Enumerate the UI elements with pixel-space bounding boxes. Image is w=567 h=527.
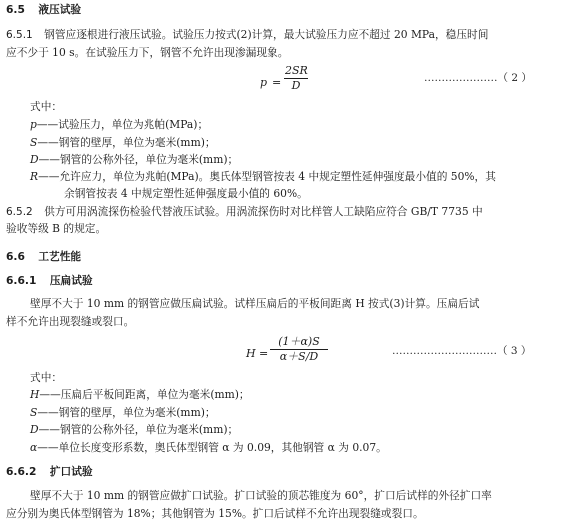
definition: ——单位长度变形系数，奥氏体型钢管 α 为 0.09，其他钢管 α 为 0.07。 bbox=[37, 441, 387, 454]
definition: ——钢管的壁厚，单位为毫米(mm)； bbox=[37, 136, 216, 149]
section-title: 工艺性能 bbox=[38, 250, 82, 263]
clause-6-5-1-line-2: 应不少于 10 s。在试验压力下，钢管不允许出现渗漏现象。 bbox=[6, 46, 289, 59]
section-heading-6-6-1 bbox=[6, 273, 93, 289]
where-item-r-continued: 余钢管按表 4 中规定塑性延伸强度最小值的 60%。 bbox=[64, 187, 308, 200]
section-title: 液压试验 bbox=[38, 3, 82, 16]
section-heading-6-5 bbox=[6, 2, 81, 18]
symbol: H bbox=[30, 388, 40, 401]
definition: ——压扁后平板间距离，单位为毫米(mm)； bbox=[39, 388, 250, 401]
equation-reference: …………………（ 2 ） bbox=[424, 72, 532, 84]
symbol: D bbox=[30, 423, 39, 436]
section-title: 扩口试验 bbox=[49, 465, 93, 478]
where-label: 式中： bbox=[30, 371, 63, 384]
equation-fraction bbox=[270, 335, 328, 364]
section-heading-6-6-2 bbox=[6, 464, 93, 480]
clause-text: 钢管应逐根进行液压试验。试验压力按式(2)计算，最大试验压力应不超过 20 MPa，稳压时间 bbox=[44, 28, 489, 41]
definition: ——钢管的壁厚，单位为毫米(mm)； bbox=[37, 406, 216, 419]
clause-6-5-2-line-1 bbox=[6, 204, 483, 220]
clause-number: 6.5.2 bbox=[6, 206, 33, 218]
definition: ——钢管的公称外径，单位为毫米(mm)； bbox=[38, 153, 239, 166]
equation-lhs: H bbox=[246, 347, 256, 360]
section-number: 6.6.2 bbox=[6, 465, 37, 478]
section-heading-6-6 bbox=[6, 249, 81, 265]
symbol: p bbox=[30, 118, 37, 131]
equation-numerator: 2SR bbox=[285, 64, 308, 77]
symbol: D bbox=[30, 153, 39, 166]
definition: ——允许应力，单位为兆帕(MPa)。奥氏体型钢管按表 4 中规定塑性延伸强度最小值的 50%，其 bbox=[38, 170, 496, 183]
paragraph-6-6-2-line-2: 应分别为奥氏体型钢管为 18%；其他钢管为 15%。扩口后试样不允许出现裂缝或裂口。 bbox=[6, 507, 424, 520]
equation-reference: …………………………（ 3 ） bbox=[392, 345, 532, 357]
clause-6-5-2-line-2: 验收等级 B 的规定。 bbox=[6, 222, 107, 235]
where-label: 式中： bbox=[30, 100, 63, 113]
paragraph-6-6-2-line-1: 壁厚不大于 10 mm 的钢管应做扩口试验。扩口试验的顶芯锥度为 60°，扩口后试样的外径扩口率 bbox=[30, 489, 492, 502]
clause-number: 6.5.1 bbox=[6, 29, 33, 41]
equation-equals: = bbox=[259, 347, 269, 360]
symbol: α bbox=[30, 441, 38, 454]
paragraph-6-6-1-line-1: 壁厚不大于 10 mm 的钢管应做压扁试验。试样压扁后的平板间距离 H 按式(3)计算。压扁后试 bbox=[30, 297, 480, 310]
equation-lhs: p bbox=[260, 76, 268, 89]
section-number: 6.6.1 bbox=[6, 274, 37, 287]
where-item-s bbox=[30, 405, 216, 421]
where-item-d bbox=[30, 152, 238, 168]
where-item-p bbox=[30, 117, 208, 133]
where-item-h bbox=[30, 387, 250, 403]
where-item-alpha bbox=[30, 440, 387, 456]
where-item-r bbox=[30, 169, 496, 185]
where-item-d bbox=[30, 422, 238, 438]
equation-numerator: (1＋α)S bbox=[270, 335, 328, 350]
equation-denominator: α＋S/D bbox=[279, 350, 319, 363]
symbol: R bbox=[30, 170, 39, 183]
section-number: 6.6 bbox=[6, 250, 25, 263]
paragraph-6-6-1-line-2: 样不允许出现裂缝或裂口。 bbox=[6, 315, 135, 328]
definition: ——试验压力，单位为兆帕(MPa)； bbox=[36, 118, 209, 131]
where-item-s bbox=[30, 135, 216, 151]
symbol: S bbox=[30, 136, 38, 149]
symbol: S bbox=[30, 406, 38, 419]
section-number: 6.5 bbox=[6, 3, 25, 16]
clause-6-5-1-line-1 bbox=[6, 27, 488, 43]
equation-fraction bbox=[284, 64, 308, 93]
section-title: 压扁试验 bbox=[49, 274, 93, 287]
clause-text: 供方可用涡流探伤检验代替液压试验。用涡流探伤时对比样管人工缺陷应符合 GB/T 7735 中 bbox=[44, 205, 483, 218]
equation-denominator: D bbox=[291, 79, 301, 92]
definition: ——钢管的公称外径，单位为毫米(mm)； bbox=[38, 423, 239, 436]
equation-equals: = bbox=[272, 76, 282, 89]
